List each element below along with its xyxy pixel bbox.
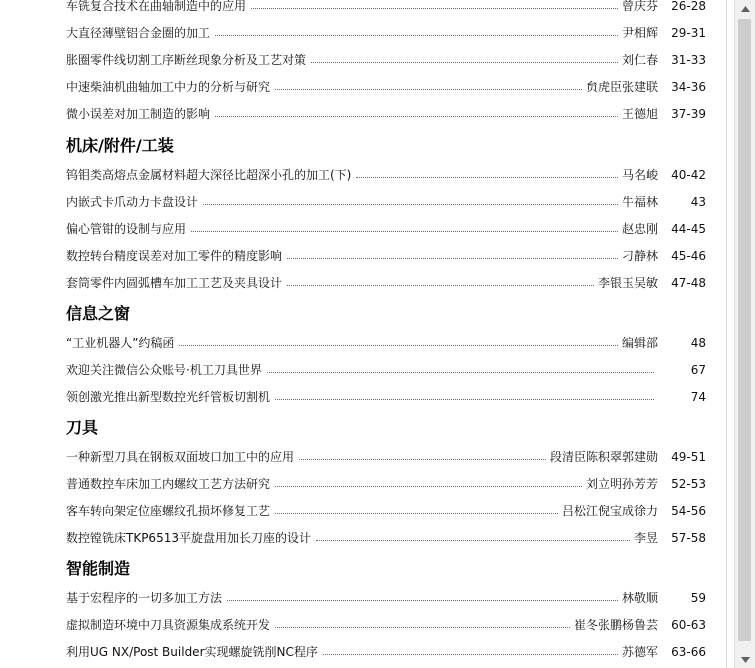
triangle-down-icon[interactable] — [735, 651, 755, 668]
dot-leader — [215, 116, 618, 117]
toc-entry[interactable] — [66, 0, 706, 14]
toc-entry[interactable] — [66, 499, 706, 519]
entry-title: 钨钼类高熔点金属材料超大深径比超深小孔的加工(下) — [66, 168, 352, 182]
vertical-scrollbar[interactable] — [734, 0, 755, 668]
toc-entry[interactable] — [66, 613, 706, 633]
entry-author: 贠虎臣张建联 — [585, 80, 658, 94]
entry-title: 客车转向架定位座螺纹孔损坏修复工艺 — [66, 504, 271, 518]
dot-leader — [287, 258, 618, 259]
entry-title: 车铣复合技术在曲轴制造中的应用 — [66, 0, 247, 13]
entry-pages: 29-31 — [671, 26, 706, 40]
section-heading: 刀具 — [66, 418, 99, 437]
entry-pages: 34-36 — [671, 80, 706, 94]
entry-author: 赵忠刚 — [621, 222, 658, 236]
dot-leader — [179, 345, 618, 346]
entry-author: 马名峻 — [621, 168, 658, 182]
entry-pages: 60-63 — [671, 618, 706, 632]
entry-title: 普通数控车床加工内螺纹工艺方法研究 — [66, 477, 271, 491]
toc-entry[interactable] — [66, 102, 706, 122]
entry-pages: 74 — [690, 390, 706, 404]
entry-author: 刁静林 — [621, 249, 658, 263]
dot-leader — [275, 399, 654, 400]
entry-title: 利用UG NX/Post Builder实现螺旋铣削NC程序 — [66, 645, 318, 659]
entry-pages: 40-42 — [671, 168, 706, 182]
entry-author: 王德旭 — [621, 107, 658, 121]
toc-entry[interactable] — [66, 358, 706, 378]
toc-entry[interactable] — [66, 526, 706, 546]
entry-author: 李银玉吴敏 — [597, 276, 658, 290]
entry-pages: 31-33 — [671, 53, 706, 67]
scrollbar-thumb[interactable] — [738, 19, 751, 641]
toc-entry[interactable] — [66, 472, 706, 492]
entry-pages: 49-51 — [671, 450, 706, 464]
dot-leader — [287, 285, 594, 286]
dot-leader — [203, 204, 618, 205]
entry-pages: 67 — [690, 363, 706, 377]
entry-title: 偏心管钳的设制与应用 — [66, 222, 187, 236]
section-heading: 机床/附件/工装 — [66, 136, 174, 155]
toc-entry[interactable] — [66, 640, 706, 660]
section-heading: 智能制造 — [66, 559, 131, 578]
page-edge-divider — [726, 0, 734, 668]
dot-leader — [215, 35, 618, 36]
toc-entry[interactable] — [66, 48, 706, 68]
toc-entry[interactable] — [66, 190, 706, 210]
entry-title: 微小误差对加工制造的影响 — [66, 107, 211, 121]
entry-title: 基于宏程序的一切多加工方法 — [66, 591, 223, 605]
entry-author: 苏德军 — [621, 645, 658, 659]
entry-pages: 37-39 — [671, 107, 706, 121]
entry-title: 欢迎关注微信公众账号·机工刀具世界 — [66, 363, 262, 377]
dot-leader — [275, 627, 570, 628]
entry-pages: 59 — [690, 591, 706, 605]
entry-title: 数控转台精度误差对加工零件的精度影响 — [66, 249, 283, 263]
section-heading: 信息之窗 — [66, 304, 131, 323]
entry-author: 尹相辉 — [621, 26, 658, 40]
entry-author: 李昱 — [633, 531, 658, 545]
dot-leader — [251, 8, 618, 9]
entry-title: 胀圈零件线切割工序断丝现象分析及工艺对策 — [66, 53, 307, 67]
entry-title: 套筒零件内圆弧槽车加工工艺及夹具设计 — [66, 276, 283, 290]
dot-leader — [275, 89, 582, 90]
entry-title: “工业机器人”约稿函 — [66, 336, 175, 350]
dot-leader — [227, 600, 618, 601]
entry-pages: 63-66 — [671, 645, 706, 659]
entry-pages: 57-58 — [671, 531, 706, 545]
entry-author: 刘立明孙芳芳 — [585, 477, 658, 491]
entry-title: 中速柴油机曲轴加工中力的分析与研究 — [66, 80, 271, 94]
entry-title: 内嵌式卡爪动力卡盘设计 — [66, 195, 199, 209]
entry-title: 大直径薄壁铝合金圈的加工 — [66, 26, 211, 40]
entry-pages: 52-53 — [671, 477, 706, 491]
entry-author: 编辑部 — [621, 336, 658, 350]
entry-title: 数控镗铣床TKP6513平旋盘用加长刀座的设计 — [66, 531, 311, 545]
entry-author: 崔冬张鹏杨鲁芸 — [573, 618, 658, 632]
entry-author: 林敬顺 — [621, 591, 658, 605]
toc-entry[interactable] — [66, 385, 706, 405]
entry-title: 一种新型刀具在钢板双面坡口加工中的应用 — [66, 450, 295, 464]
entry-pages: 26-28 — [671, 0, 706, 13]
entry-pages: 54-56 — [671, 504, 706, 518]
dot-leader — [275, 486, 582, 487]
toc-entry[interactable] — [66, 75, 706, 95]
dot-leader — [275, 513, 558, 514]
entry-author: 曾庆芬 — [621, 0, 658, 13]
entry-author: 吕松江倪宝成徐力 — [561, 504, 658, 518]
entry-pages: 48 — [690, 336, 706, 350]
dot-leader — [311, 62, 618, 63]
toc-entry[interactable] — [66, 163, 706, 183]
dot-leader — [299, 459, 546, 460]
triangle-up-icon[interactable] — [735, 0, 755, 17]
entry-author: 段清臣陈积翠郭建勋 — [549, 450, 658, 464]
entry-pages: 47-48 — [671, 276, 706, 290]
entry-title: 虚拟制造环境中刀具资源集成系统开发 — [66, 618, 271, 632]
toc-entry[interactable] — [66, 586, 706, 606]
toc-entry[interactable] — [66, 21, 706, 41]
dot-leader — [191, 231, 618, 232]
entry-pages: 43 — [690, 195, 706, 209]
dot-leader — [267, 372, 654, 373]
entry-pages: 45-46 — [671, 249, 706, 263]
toc-entry[interactable] — [66, 331, 706, 351]
entry-author: 牛福林 — [621, 195, 658, 209]
dot-leader — [316, 540, 630, 541]
dot-leader — [323, 654, 618, 655]
entry-author: 刘仁春 — [621, 53, 658, 67]
dot-leader — [356, 177, 618, 178]
toc-entry[interactable] — [66, 217, 706, 237]
entry-title: 领创激光推出新型数控光纤管板切割机 — [66, 390, 271, 404]
toc-entry[interactable] — [66, 445, 706, 465]
toc-entry[interactable] — [66, 244, 706, 264]
toc-entry[interactable] — [66, 271, 706, 291]
entry-pages: 44-45 — [671, 222, 706, 236]
